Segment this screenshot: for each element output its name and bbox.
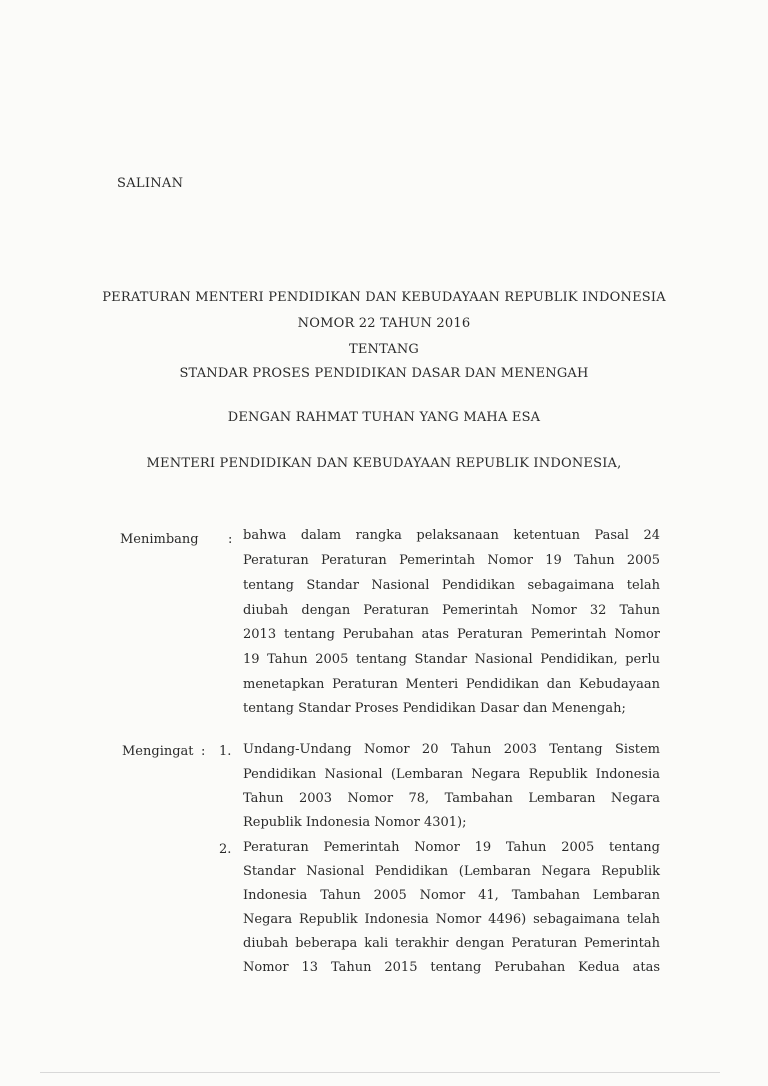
menimbang-colon: : [228,532,233,547]
menimbang-line: Peraturan Peraturan Pemerintah Nomor 19 Tahun 2005 [243,553,660,568]
menteri-line: MENTERI PENDIDIKAN DAN KEBUDAYAAN REPUBLIK INDONESIA, [146,456,622,471]
title-tentang: TENTANG [348,342,420,357]
menimbang-line: 19 Tahun 2005 tentang Standar Nasional Pendidikan, perlu [243,652,660,667]
item-line: Pendidikan Nasional (Lembaran Negara Republik Indonesia [243,767,660,782]
title-subject: STANDAR PROSES PENDIDIKAN DASAR DAN MENENGAH [179,366,589,381]
item-line: Negara Republik Indonesia Nomor 4496) sebagaimana telah [243,912,660,927]
item-line: Tahun 2003 Nomor 78, Tambahan Lembaran Negara [243,791,660,806]
menimbang-line: tentang Standar Nasional Pendidikan sebagaimana telah [243,578,660,593]
menimbang-line: tentang Standar Proses Pendidikan Dasar dan Menengah; [243,701,626,716]
item-line: Peraturan Pemerintah Nomor 19 Tahun 2005 tentang [243,840,660,855]
menimbang-line: menetapkan Peraturan Menteri Pendidikan dan Kebudayaan [243,677,660,692]
title-number: NOMOR 22 TAHUN 2016 [297,316,471,331]
title-regulation: PERATURAN MENTERI PENDIDIKAN DAN KEBUDAYAAN REPUBLIK INDONESIA [102,290,666,305]
scan-edge-line [40,1072,720,1073]
menimbang-label: Menimbang [120,532,199,547]
menimbang-line: diubah dengan Peraturan Pemerintah Nomor 32 Tahun [243,603,660,618]
mengingat-label: Mengingat [122,744,194,759]
item-number: 1. [219,744,232,759]
item-number: 2. [219,842,232,857]
item-line: Indonesia Tahun 2005 Nomor 41, Tambahan Lembaran [243,888,660,903]
salinan-label: SALINAN [117,176,184,191]
item-line: diubah beberapa kali terakhir dengan Peraturan Pemerintah [243,936,660,951]
menimbang-line: 2013 tentang Perubahan atas Peraturan Pemerintah Nomor [243,627,660,642]
item-line: Undang-Undang Nomor 20 Tahun 2003 Tentang Sistem [243,742,660,757]
item-line: Republik Indonesia Nomor 4301); [243,815,467,830]
rahmat-line: DENGAN RAHMAT TUHAN YANG MAHA ESA [227,410,541,425]
item-line: Standar Nasional Pendidikan (Lembaran Negara Republik [243,864,660,879]
menimbang-line: bahwa dalam rangka pelaksanaan ketentuan Pasal 24 [243,528,660,543]
mengingat-colon: : [201,744,206,759]
item-line: Nomor 13 Tahun 2015 tentang Perubahan Kedua atas [243,960,660,975]
